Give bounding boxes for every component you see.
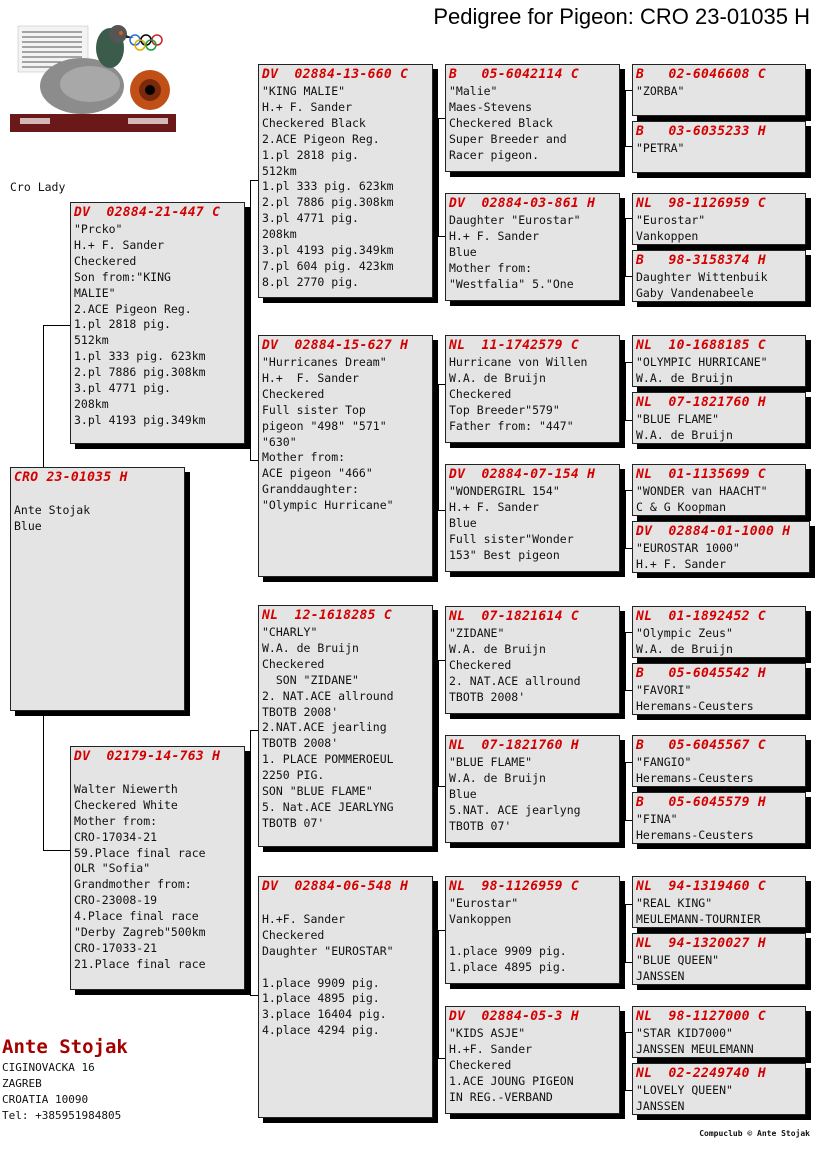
ring-number: B 05-6045542 H bbox=[636, 666, 767, 681]
pigeon-details bbox=[633, 83, 805, 100]
ring-number: NL 02-2249740 H bbox=[636, 1066, 767, 1081]
pigeon-details bbox=[633, 540, 809, 573]
pigeon-details bbox=[633, 682, 805, 715]
detail-line: TBOTB 07' bbox=[262, 815, 325, 830]
connector bbox=[43, 712, 44, 850]
connector bbox=[625, 904, 626, 962]
owner-name: Ante Stojak bbox=[2, 1036, 128, 1058]
detail-line: Daughter Wittenbuik bbox=[636, 270, 768, 284]
detail-line: Heremans-Ceusters bbox=[636, 770, 754, 785]
detail-line: OLR "Sofia" bbox=[74, 861, 151, 876]
ring-number: DV 02884-03-861 H bbox=[449, 196, 596, 211]
detail-line: "EUROSTAR 1000" bbox=[636, 541, 740, 555]
pigeon-card-g15[interactable] bbox=[632, 1006, 806, 1058]
connector bbox=[625, 146, 632, 147]
detail-line: 5. Nat.ACE JEARLYNG bbox=[262, 799, 394, 814]
ring-number: B 05-6045567 C bbox=[636, 738, 767, 753]
ring-number: NL 98-1127000 C bbox=[636, 1009, 767, 1024]
detail-line: 3.pl 4771 pig. bbox=[74, 381, 171, 396]
ring-number: DV 02884-01-1000 H bbox=[636, 524, 791, 539]
connector bbox=[625, 490, 632, 491]
detail-line: Checkered Black bbox=[449, 115, 553, 130]
detail-line: 21.Place final race bbox=[74, 956, 206, 971]
pigeon-details bbox=[633, 625, 805, 658]
detail-line: Daughter "Eurostar" bbox=[449, 213, 581, 227]
detail-line: Heremans-Ceusters bbox=[636, 827, 754, 842]
detail-line: Full sister"Wonder bbox=[449, 531, 574, 546]
detail-line: "FAVORI" bbox=[636, 683, 692, 697]
detail-line: W.A. de Bruijn bbox=[449, 770, 546, 785]
detail-line: 1.pl 333 pig. 623km bbox=[262, 179, 394, 194]
ring-number: CRO 23-01035 H bbox=[14, 470, 128, 485]
detail-line: "FANGIO" bbox=[636, 755, 692, 769]
detail-line bbox=[449, 928, 619, 944]
ring-number: NL 07-1821760 H bbox=[636, 395, 767, 410]
detail-line: CRO-17033-21 bbox=[74, 940, 158, 955]
pigeon-details bbox=[446, 895, 619, 976]
detail-line: W.A. de Bruijn bbox=[449, 370, 546, 385]
detail-line: 153" Best pigeon bbox=[449, 547, 560, 562]
ring-number: NL 10-1688185 C bbox=[636, 338, 767, 353]
pigeon-photo bbox=[10, 14, 176, 132]
detail-line: Blue bbox=[449, 786, 477, 801]
detail-line: JANSSEN MEULEMANN bbox=[636, 1041, 754, 1056]
detail-line bbox=[74, 766, 244, 782]
detail-line: Checkered Black bbox=[262, 115, 366, 130]
detail-line: "630" bbox=[262, 434, 297, 449]
pigeon-details bbox=[633, 140, 805, 157]
detail-line: H.+ F. Sander bbox=[262, 99, 353, 114]
detail-line: Checkered bbox=[449, 1057, 512, 1072]
bird-name-label: Cro Lady bbox=[10, 180, 66, 194]
pigeon-card-g4[interactable] bbox=[632, 250, 806, 302]
detail-line: 3.pl 4771 pig. bbox=[262, 211, 359, 226]
connector bbox=[625, 218, 626, 276]
detail-line: "ZIDANE" bbox=[449, 626, 505, 640]
pigeon-card-subject[interactable] bbox=[10, 467, 185, 711]
pigeon-card-sss[interactable] bbox=[445, 64, 620, 172]
ring-number: NL 07-1821614 C bbox=[449, 609, 580, 624]
ring-number: B 03-6035233 H bbox=[636, 124, 767, 139]
detail-line: 1.place 4895 pig. bbox=[449, 959, 567, 974]
detail-line: MALIE" bbox=[74, 285, 116, 300]
connector bbox=[625, 690, 632, 691]
ring-number: NL 94-1319460 C bbox=[636, 879, 767, 894]
detail-line bbox=[262, 960, 432, 976]
detail-line: Ante Stojak bbox=[14, 502, 91, 517]
detail-line: SON "ZIDANE" bbox=[262, 672, 359, 687]
detail-line: SON "BLUE FLAME" bbox=[262, 784, 373, 799]
pigeon-details bbox=[446, 625, 619, 706]
detail-line: Grandmother from: bbox=[74, 877, 192, 892]
connector bbox=[625, 762, 632, 763]
detail-line: Racer pigeon. bbox=[449, 147, 540, 162]
detail-line: W.A. de Bruijn bbox=[636, 370, 733, 385]
pigeon-card-dsd[interactable] bbox=[445, 735, 620, 843]
connector bbox=[625, 1032, 632, 1033]
detail-line: "CHARLY" bbox=[262, 625, 318, 639]
detail-line: TBOTB 07' bbox=[449, 818, 512, 833]
detail-line: Mother from: bbox=[449, 260, 533, 275]
ring-number: DV 02884-05-3 H bbox=[449, 1009, 580, 1024]
detail-line: "BLUE QUEEN" bbox=[636, 953, 720, 967]
detail-line: Daughter "EUROSTAR" bbox=[262, 943, 394, 958]
detail-line: 208km bbox=[262, 227, 297, 242]
ring-number: DV 02179-14-763 H bbox=[74, 749, 221, 764]
footer-credit: Compuclub © Ante Stojak bbox=[699, 1129, 810, 1138]
detail-line: 1. PLACE POMMEROEUL bbox=[262, 752, 394, 767]
owner-phone: Tel: +385951984805 bbox=[2, 1109, 122, 1122]
pigeon-card-g12[interactable] bbox=[632, 792, 806, 844]
ring-number: NL 11-1742579 C bbox=[449, 338, 580, 353]
connector bbox=[625, 1032, 626, 1090]
connector bbox=[438, 660, 439, 786]
detail-line: "WONDER van HAACHT" bbox=[636, 484, 768, 498]
detail-line: 1.pl 2818 pig. bbox=[74, 317, 171, 332]
detail-line bbox=[14, 487, 184, 503]
detail-line: Vankoppen bbox=[449, 911, 512, 926]
connector bbox=[625, 632, 632, 633]
detail-line: 3.place 16404 pig. bbox=[262, 1007, 387, 1022]
connector bbox=[625, 90, 626, 146]
detail-line: C & G Koopman bbox=[636, 499, 727, 514]
detail-line: JANSSEN bbox=[636, 1098, 685, 1113]
pigeon-details bbox=[633, 269, 805, 302]
detail-line: JANSSEN bbox=[636, 968, 685, 983]
pigeon-card-ddd[interactable] bbox=[445, 1006, 620, 1114]
connector bbox=[625, 548, 632, 549]
connector bbox=[625, 490, 626, 548]
detail-line: 3.pl 4193 pig.349km bbox=[262, 243, 394, 258]
detail-line: 2.pl 7886 pig.308km bbox=[74, 365, 206, 380]
pigeon-details bbox=[446, 83, 619, 164]
detail-line: 2.NAT.ACE jearling bbox=[262, 720, 387, 735]
detail-line: 2.ACE Pigeon Reg. bbox=[262, 131, 380, 146]
detail-line: Super Breeder and bbox=[449, 131, 567, 146]
detail-line: 59.Place final race bbox=[74, 845, 206, 860]
pigeon-card-g5[interactable] bbox=[632, 335, 806, 387]
detail-line: Checkered bbox=[449, 657, 512, 672]
connector bbox=[625, 362, 626, 420]
pigeon-card-dds[interactable] bbox=[445, 876, 620, 984]
detail-line: 8.pl 2770 pig. bbox=[262, 274, 359, 289]
detail-line: Granddaughter: bbox=[262, 482, 359, 497]
pigeon-card-g3[interactable] bbox=[632, 193, 806, 245]
detail-line: CRO-23008-19 bbox=[74, 893, 158, 908]
detail-line: "ZORBA" bbox=[636, 84, 685, 98]
pigeon-card-sire-sire[interactable] bbox=[258, 64, 433, 298]
detail-line: Maes-Stevens bbox=[449, 99, 533, 114]
detail-line: 1.pl 2818 pig. bbox=[262, 147, 359, 162]
detail-line: 1.place 9909 pig. bbox=[449, 943, 567, 958]
pigeon-card-sire[interactable] bbox=[70, 202, 245, 444]
detail-line: ACE pigeon "466" bbox=[262, 466, 373, 481]
ring-number: DV 02884-13-660 C bbox=[262, 67, 409, 82]
pigeon-card-g16[interactable] bbox=[632, 1063, 806, 1115]
page-title: Pedigree for Pigeon: CRO 23-01035 H bbox=[433, 4, 810, 29]
detail-line: Blue bbox=[449, 515, 477, 530]
pigeon-details bbox=[259, 83, 432, 291]
detail-line: H.+F. Sander bbox=[262, 911, 346, 926]
detail-line: 512km bbox=[74, 333, 109, 348]
detail-line: Checkered bbox=[449, 386, 512, 401]
detail-line: Blue bbox=[449, 244, 477, 259]
pigeon-details bbox=[11, 486, 184, 535]
pigeon-card-g1[interactable] bbox=[632, 64, 806, 116]
detail-line: "Eurostar" bbox=[636, 213, 706, 227]
detail-line: "OLYMPIC HURRICANE" bbox=[636, 355, 768, 369]
detail-line: Son from:"KING bbox=[74, 269, 171, 284]
detail-line: TBOTB 2008' bbox=[262, 736, 339, 751]
detail-line: pigeon "498" "571" bbox=[262, 418, 387, 433]
detail-line: Mother from: bbox=[262, 450, 346, 465]
ring-number: B 05-6042114 C bbox=[449, 67, 580, 82]
detail-line: "Westfalia" 5."One bbox=[449, 276, 574, 291]
detail-line: "Prcko" bbox=[74, 222, 123, 236]
detail-line: H.+ F. Sander bbox=[636, 556, 727, 571]
detail-line: Father from: "447" bbox=[449, 418, 574, 433]
detail-line: Gaby Vandenabeele bbox=[636, 285, 754, 300]
connector bbox=[43, 325, 44, 469]
detail-line: IN REG.-VERBAND bbox=[449, 1089, 553, 1104]
detail-line: MEULEMANN-TOURNIER bbox=[636, 911, 761, 926]
detail-line: "BLUE FLAME" bbox=[636, 412, 720, 426]
owner-city: ZAGREB bbox=[2, 1077, 42, 1090]
detail-line: Vankoppen bbox=[636, 228, 699, 243]
pigeon-details bbox=[633, 1025, 805, 1058]
pigeon-card-g7[interactable] bbox=[632, 464, 806, 516]
detail-line: Mother from: bbox=[74, 813, 158, 828]
detail-line: H.+F. Sander bbox=[449, 1041, 533, 1056]
detail-line: 1.pl 333 pig. 623km bbox=[74, 349, 206, 364]
pigeon-details bbox=[446, 212, 619, 293]
pigeon-card-g2[interactable] bbox=[632, 121, 806, 173]
pigeon-details bbox=[633, 811, 805, 844]
detail-line: Checkered bbox=[262, 386, 325, 401]
detail-line: "BLUE FLAME" bbox=[449, 755, 533, 769]
pigeon-card-g14[interactable] bbox=[632, 933, 806, 985]
detail-line: "PETRA" bbox=[636, 141, 685, 155]
pigeon-card-g10[interactable] bbox=[632, 663, 806, 715]
pigeon-card-ssd[interactable] bbox=[445, 193, 620, 301]
connector bbox=[625, 762, 626, 820]
detail-line: TBOTB 2008' bbox=[449, 689, 526, 704]
connector bbox=[625, 90, 632, 91]
ring-number: NL 98-1126959 C bbox=[636, 196, 767, 211]
detail-line: Hurricane von Willen bbox=[449, 355, 588, 369]
ring-number: B 05-6045579 H bbox=[636, 795, 767, 810]
detail-line: "Eurostar" bbox=[449, 896, 519, 910]
connector bbox=[625, 218, 632, 219]
detail-line: H.+ F. Sander bbox=[262, 370, 359, 385]
detail-line: "Malie" bbox=[449, 84, 498, 98]
detail-line: 1.place 4895 pig. bbox=[262, 991, 380, 1006]
detail-line: W.A. de Bruijn bbox=[262, 640, 359, 655]
connector bbox=[625, 276, 632, 277]
ring-number: NL 12-1618285 C bbox=[262, 608, 393, 623]
detail-line: Heremans-Ceusters bbox=[636, 698, 754, 713]
detail-line: W.A. de Bruijn bbox=[636, 641, 733, 656]
connector bbox=[625, 420, 632, 421]
connector bbox=[438, 930, 439, 1058]
ring-number: NL 01-1135699 C bbox=[636, 467, 767, 482]
ring-number: NL 98-1126959 C bbox=[449, 879, 580, 894]
detail-line: 2. NAT.ACE allround bbox=[449, 673, 581, 688]
detail-line: 4.Place final race bbox=[74, 909, 199, 924]
detail-line: 3.pl 4193 pig.349km bbox=[74, 412, 206, 427]
detail-line: "FINA" bbox=[636, 812, 678, 826]
detail-line: "KING MALIE" bbox=[262, 84, 346, 98]
detail-line: Checkered bbox=[262, 656, 325, 671]
pigeon-card-sdd[interactable] bbox=[445, 464, 620, 572]
pigeon-card-g8[interactable] bbox=[632, 521, 810, 573]
detail-line: "Olympic Hurricane" bbox=[262, 498, 394, 513]
ring-number: NL 07-1821760 H bbox=[449, 738, 580, 753]
ring-number: NL 94-1320027 H bbox=[636, 936, 767, 951]
detail-line: H.+ F. Sander bbox=[449, 228, 540, 243]
ring-number: DV 02884-06-548 H bbox=[262, 879, 409, 894]
connector bbox=[625, 962, 632, 963]
detail-line: "KIDS ASJE" bbox=[449, 1026, 526, 1040]
detail-line: 7.pl 604 pig. 423km bbox=[262, 258, 394, 273]
detail-line bbox=[262, 896, 432, 912]
pigeon-details bbox=[633, 212, 805, 245]
pigeon-details bbox=[446, 354, 619, 435]
connector bbox=[438, 118, 439, 236]
pigeon-details bbox=[633, 895, 805, 928]
detail-line: 2. NAT.ACE allround bbox=[262, 688, 394, 703]
detail-line: Checkered White bbox=[74, 797, 178, 812]
detail-line: W.A. de Bruijn bbox=[636, 427, 733, 442]
detail-line: 5.NAT. ACE jearlyng bbox=[449, 802, 581, 817]
detail-line: 512km bbox=[262, 163, 297, 178]
connector bbox=[438, 384, 439, 510]
pigeon-card-dam-sire[interactable] bbox=[258, 605, 433, 847]
owner-country: CROATIA 10090 bbox=[2, 1093, 89, 1106]
pigeon-details bbox=[633, 483, 805, 516]
detail-line: 4.place 4294 pig. bbox=[262, 1023, 380, 1038]
detail-line: H.+ F. Sander bbox=[449, 499, 540, 514]
ring-number: B 98-3158374 H bbox=[636, 253, 767, 268]
owner-street: CIGINOVACKA 16 bbox=[2, 1061, 95, 1074]
pigeon-details bbox=[633, 411, 805, 444]
detail-line: Top Breeder"579" bbox=[449, 402, 560, 417]
detail-line: CRO-17034-21 bbox=[74, 829, 158, 844]
connector bbox=[625, 1090, 632, 1091]
connector bbox=[250, 730, 251, 995]
detail-line: Checkered bbox=[74, 253, 137, 268]
detail-line: 1.place 9909 pig. bbox=[262, 975, 380, 990]
detail-line: "STAR KID7000" bbox=[636, 1026, 733, 1040]
connector bbox=[625, 904, 632, 905]
detail-line: Blue bbox=[14, 518, 42, 533]
detail-line: H.+ F. Sander bbox=[74, 237, 165, 252]
pigeon-details bbox=[446, 1025, 619, 1106]
detail-line: "WONDERGIRL 154" bbox=[449, 484, 560, 498]
detail-line: "REAL KING" bbox=[636, 896, 713, 910]
detail-line: "Derby Zagreb"500km bbox=[74, 925, 206, 940]
detail-line: "Olympic Zeus" bbox=[636, 626, 733, 640]
connector bbox=[625, 820, 632, 821]
pigeon-details bbox=[259, 624, 432, 832]
detail-line: "LOVELY QUEEN" bbox=[636, 1083, 733, 1097]
detail-line: W.A. de Bruijn bbox=[449, 641, 546, 656]
detail-line: "Hurricanes Dream" bbox=[262, 355, 387, 369]
ring-number: B 02-6046608 C bbox=[636, 67, 767, 82]
detail-line: 2.ACE Pigeon Reg. bbox=[74, 301, 192, 316]
pigeon-card-sds[interactable] bbox=[445, 335, 620, 443]
detail-line: Full sister Top bbox=[262, 402, 366, 417]
pigeon-card-dss[interactable] bbox=[445, 606, 620, 714]
detail-line: TBOTB 2008' bbox=[262, 704, 339, 719]
detail-line: 2250 PIG. bbox=[262, 768, 325, 783]
pigeon-details bbox=[446, 483, 619, 564]
detail-line: Checkered bbox=[262, 927, 325, 942]
connector bbox=[43, 850, 71, 851]
ring-number: DV 02884-21-447 C bbox=[74, 205, 221, 220]
detail-line: 1.ACE JOUNG PIGEON bbox=[449, 1073, 574, 1088]
pigeon-card-g11[interactable] bbox=[632, 735, 806, 787]
pigeon-details bbox=[446, 754, 619, 835]
detail-line: Walter Niewerth bbox=[74, 781, 178, 796]
pigeon-details bbox=[259, 354, 432, 514]
pigeon-details bbox=[633, 952, 805, 985]
pigeon-details bbox=[71, 765, 244, 973]
pigeon-card-g13[interactable] bbox=[632, 876, 806, 928]
connector bbox=[43, 325, 71, 326]
connector bbox=[625, 362, 632, 363]
pigeon-details bbox=[71, 221, 244, 429]
detail-line: 208km bbox=[74, 396, 109, 411]
pigeon-details bbox=[259, 895, 432, 1039]
ring-number: DV 02884-15-627 H bbox=[262, 338, 409, 353]
pigeon-card-g9[interactable] bbox=[632, 606, 806, 658]
pigeon-details bbox=[633, 754, 805, 787]
connector bbox=[625, 632, 626, 690]
pigeon-details bbox=[633, 1082, 805, 1115]
pigeon-card-sire-dam[interactable] bbox=[258, 335, 433, 577]
ring-number: NL 01-1892452 C bbox=[636, 609, 767, 624]
pigeon-card-dam-dam[interactable] bbox=[258, 876, 433, 1118]
ring-number: DV 02884-07-154 H bbox=[449, 467, 596, 482]
pigeon-details bbox=[633, 354, 805, 387]
pigeon-card-dam[interactable] bbox=[70, 746, 245, 990]
detail-line: 2.pl 7886 pig.308km bbox=[262, 195, 394, 210]
pigeon-card-g6[interactable] bbox=[632, 392, 806, 444]
connector bbox=[250, 180, 251, 460]
